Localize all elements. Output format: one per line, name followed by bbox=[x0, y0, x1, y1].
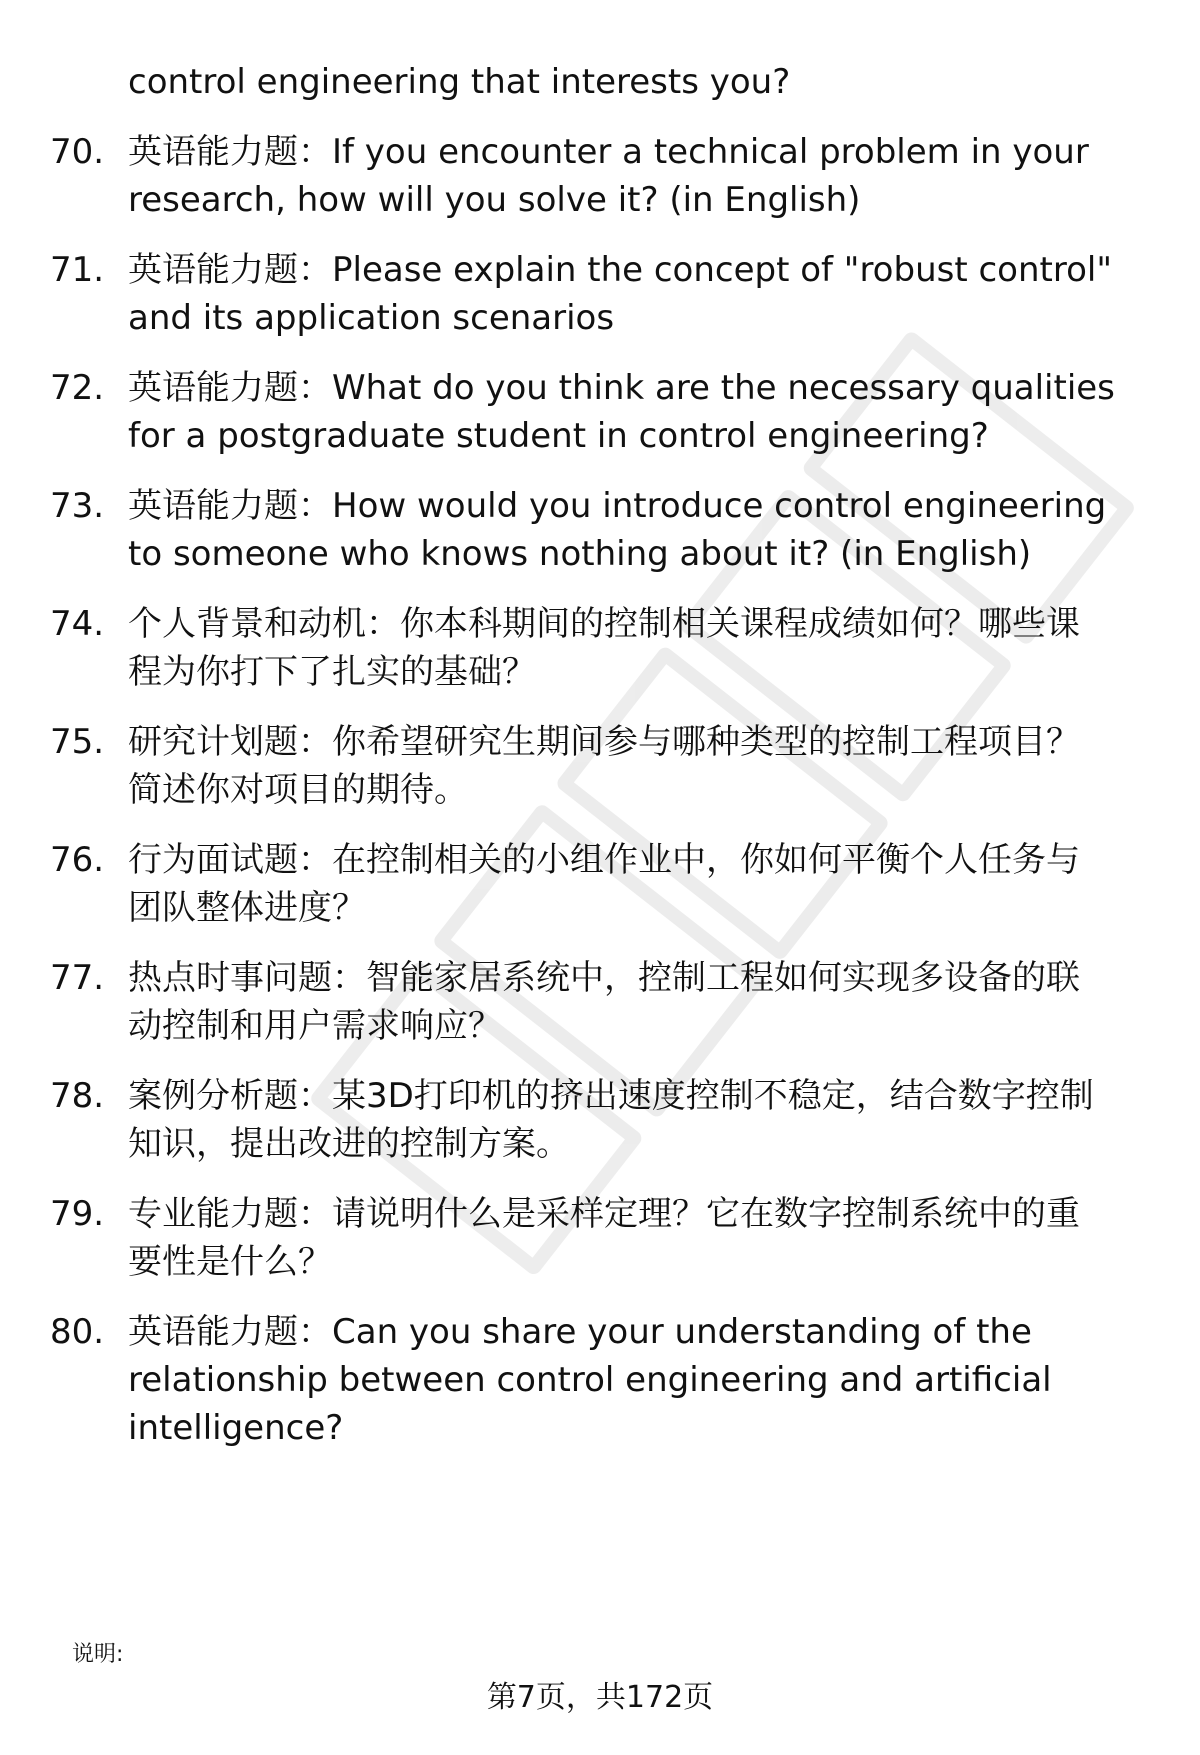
question-line: 行为面试题：在控制相关的小组作业中，你如何平衡个人任务与 bbox=[128, 840, 1080, 880]
question-number: 75. bbox=[50, 722, 105, 762]
question-number: 77. bbox=[50, 958, 105, 998]
question-line: 知识，提出改进的控制方案。 bbox=[128, 1124, 570, 1164]
question-text bbox=[128, 128, 1160, 224]
continued-question-text: control engineering that interests you? bbox=[128, 62, 791, 102]
question-line: to someone who knows nothing about it? (in English) bbox=[128, 534, 1032, 574]
question-number: 76. bbox=[50, 840, 105, 880]
question-line: and its application scenarios bbox=[128, 298, 615, 338]
question-line: 团队整体进度？ bbox=[128, 888, 366, 928]
question-line: 程为你打下了扎实的基础？ bbox=[128, 652, 536, 692]
question-text bbox=[128, 1190, 1160, 1286]
question-number: 71. bbox=[50, 250, 105, 290]
question-line: 专业能力题：请说明什么是采样定理？它在数字控制系统中的重 bbox=[128, 1194, 1080, 1234]
question-text bbox=[128, 482, 1160, 578]
question-line: 案例分析题：某3D打印机的挤出速度控制不稳定，结合数字控制 bbox=[128, 1076, 1094, 1116]
note-label: 说明: bbox=[72, 1642, 124, 1667]
question-number: 78. bbox=[50, 1076, 105, 1116]
question-number: 74. bbox=[50, 604, 105, 644]
question-number: 72. bbox=[50, 368, 105, 408]
question-line: 个人背景和动机：你本科期间的控制相关课程成绩如何？哪些课 bbox=[128, 604, 1080, 644]
question-line: 英语能力题：Can you share your understanding of the bbox=[128, 1312, 1032, 1352]
question-line: for a postgraduate student in control engineering? bbox=[128, 416, 989, 456]
question-line: 动控制和用户需求响应？ bbox=[128, 1006, 502, 1046]
question-line: 研究计划题：你希望研究生期间参与哪种类型的控制工程项目？ bbox=[128, 722, 1080, 762]
question-number: 73. bbox=[50, 486, 105, 526]
question-line: intelligence? bbox=[128, 1408, 344, 1448]
question-line: 英语能力题：If you encounter a technical problem in your bbox=[128, 132, 1089, 172]
question-line: 热点时事问题：智能家居系统中，控制工程如何实现多设备的联 bbox=[128, 958, 1080, 998]
question-line: relationship between control engineering and artificial bbox=[128, 1360, 1052, 1400]
question-number: 80. bbox=[50, 1312, 105, 1352]
question-text bbox=[128, 836, 1160, 932]
question-line: 英语能力题：What do you think are the necessary qualities bbox=[128, 368, 1115, 408]
question-text bbox=[128, 718, 1160, 814]
question-line: research, how will you solve it? (in English) bbox=[128, 180, 861, 220]
question-text bbox=[128, 1308, 1160, 1452]
question-line: 英语能力题：Please explain the concept of "robust control" bbox=[128, 250, 1112, 290]
question-line: 英语能力题：How would you introduce control engineering bbox=[128, 486, 1107, 526]
question-line: 要性是什么？ bbox=[128, 1242, 332, 1282]
page-footer: 第7页，共172页 bbox=[486, 1680, 714, 1715]
question-text bbox=[128, 364, 1160, 460]
question-text bbox=[128, 600, 1160, 696]
question-text bbox=[128, 954, 1160, 1050]
question-number: 70. bbox=[50, 132, 105, 172]
question-number: 79. bbox=[50, 1194, 105, 1234]
question-text bbox=[128, 1072, 1160, 1168]
question-line: 简述你对项目的期待。 bbox=[128, 770, 468, 810]
question-text bbox=[128, 246, 1160, 342]
